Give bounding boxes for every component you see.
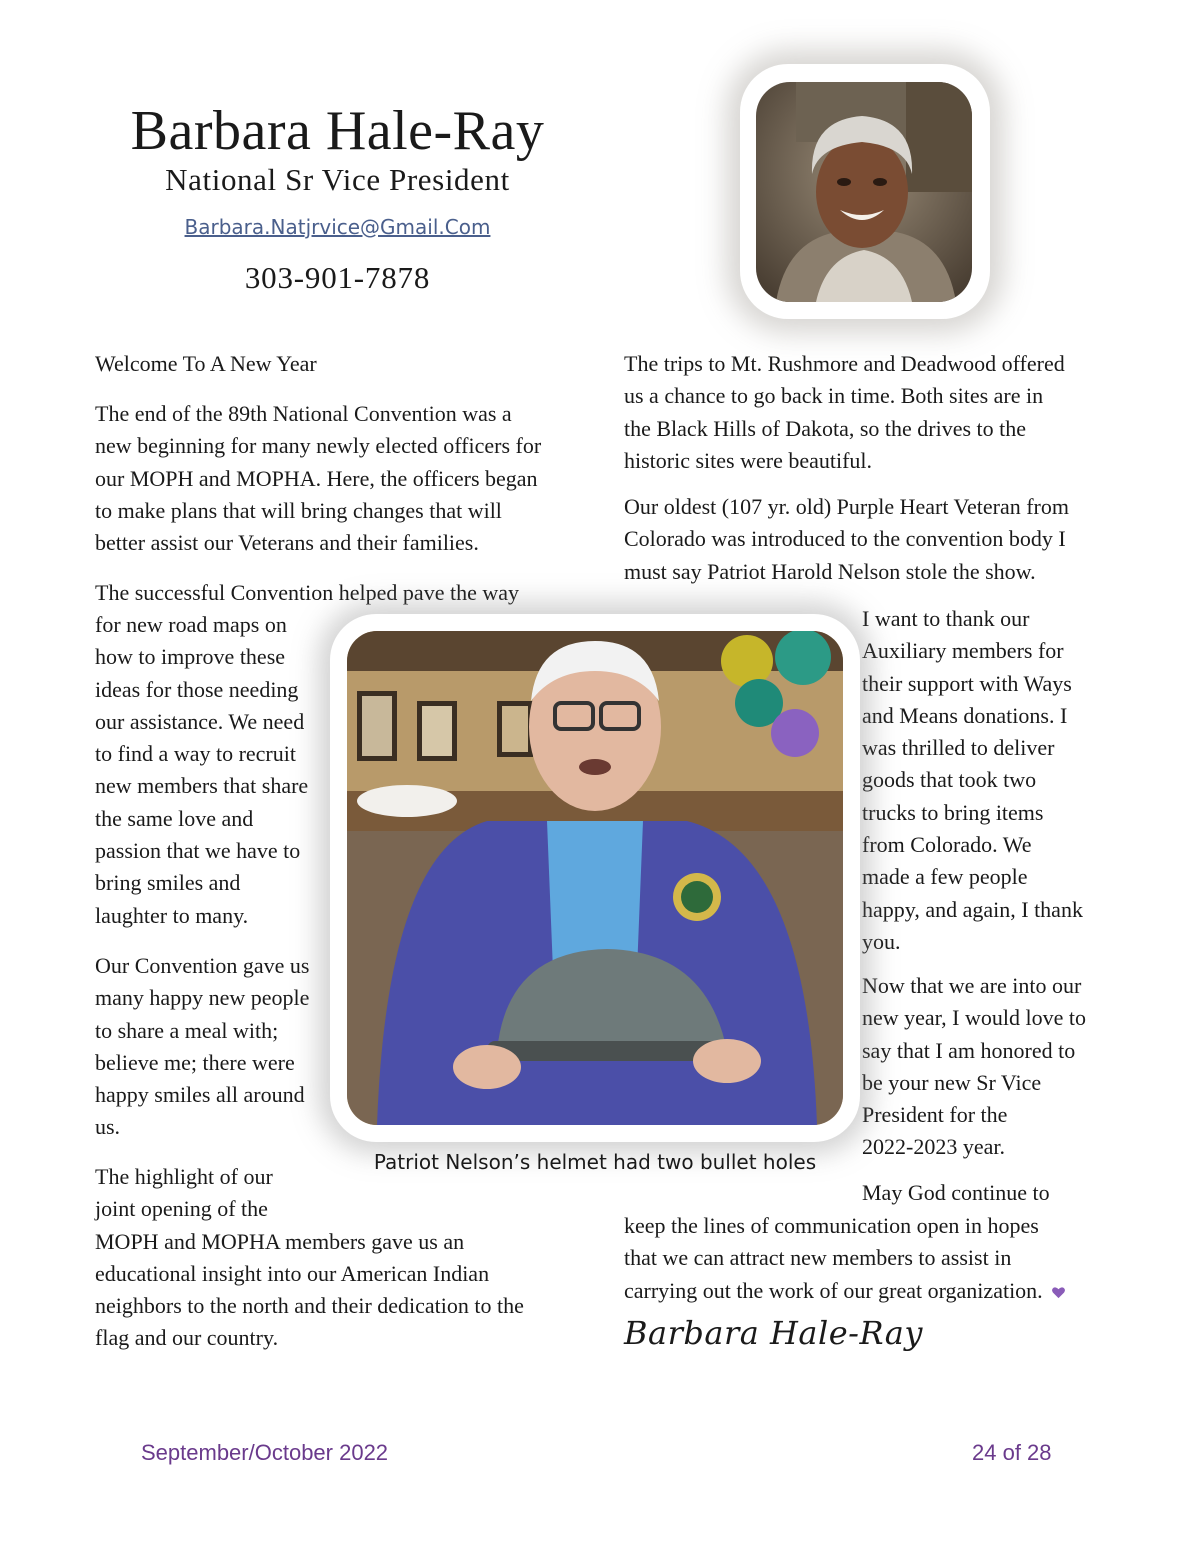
paragraph-convention-end	[95, 398, 541, 559]
text-line: 2022-2023 year.	[862, 1134, 1005, 1160]
text-line: Colorado was introduced to the convention body I	[624, 526, 1066, 552]
text-line: you.	[862, 928, 901, 954]
text-line: many happy new people	[95, 985, 310, 1011]
text-line: how to improve these	[95, 644, 286, 670]
paragraph-successful-convention-first: The successful Convention helped pave the way	[95, 580, 519, 605]
text-line: passion that we have to	[95, 838, 301, 864]
text-line: goods that took two	[862, 767, 1037, 793]
text-line: The trips to Mt. Rushmore and Deadwood offered	[624, 351, 1065, 376]
text-line: new year, I would love to	[862, 1005, 1086, 1031]
text-line: The highlight of our	[95, 1164, 273, 1189]
text-line: from Colorado. We	[862, 832, 1032, 858]
text-line: happy, and again, I thank	[862, 896, 1083, 922]
paragraph-successful-convention	[95, 609, 308, 932]
text-line: keep the lines of communication open in hopes	[624, 1213, 1039, 1238]
page-title: Barbara Hale-Ray	[130, 100, 545, 162]
text-line: was thrilled to deliver	[862, 735, 1055, 761]
text-line: say that I am honored to	[862, 1037, 1076, 1063]
text-line: historic sites were beautiful.	[624, 447, 873, 473]
text-line: I want to thank our	[862, 606, 1030, 631]
text-line: Our oldest (107 yr. old) Purple Heart Veteran from	[624, 494, 1069, 519]
officer-title: National Sr Vice President	[165, 162, 510, 197]
text-line: believe me; there were	[95, 1049, 295, 1075]
text-line: our MOPH and MOPHA. Here, the officers began	[95, 465, 538, 491]
text-line: the Black Hills of Dakota, so the drives to the	[624, 415, 1027, 441]
paragraph-trips	[624, 348, 1065, 477]
text-line: us a chance to go back in time. Both sites are in	[624, 383, 1044, 409]
page-number: 24 of 28	[972, 1440, 1052, 1465]
text-line: flag and our country.	[95, 1325, 279, 1351]
text-line: MOPH and MOPHA members gave us an	[95, 1228, 465, 1254]
text-line: to find a way to recruit	[95, 741, 296, 767]
text-line: educational insight into our American Indian	[95, 1260, 490, 1286]
text-line: made a few people	[862, 864, 1028, 890]
text-line: to make plans that will bring changes that will	[95, 497, 502, 523]
text-line: and Means donations. I	[862, 702, 1068, 728]
text-line: trucks to bring items	[862, 799, 1044, 825]
photo-caption: Patriot Nelson’s helmet had two bullet holes	[373, 1150, 817, 1174]
email-link[interactable]: Barbara.Natjrvice@Gmail.Com	[184, 215, 491, 239]
text-line: Our Convention gave us	[95, 953, 310, 978]
issue-date: September/October 2022	[141, 1440, 389, 1465]
paragraph-new-year	[862, 970, 1086, 1164]
text-line: joint opening of the	[95, 1196, 268, 1222]
phone-number: 303-901-7878	[244, 260, 431, 295]
text-line: Auxiliary members for	[862, 638, 1064, 664]
paragraph-welcome: Welcome To A New Year	[95, 351, 317, 376]
text-line: bring smiles and	[95, 870, 241, 896]
text-line: ideas for those needing	[95, 676, 299, 702]
text-line: to share a meal with;	[95, 1017, 279, 1043]
text-line	[624, 1275, 1066, 1307]
text-line-span: carrying out the work of our great organization.	[624, 1277, 1043, 1303]
text-line: President for the	[862, 1102, 1008, 1128]
text-line: must say Patriot Harold Nelson stole the show.	[624, 558, 1036, 584]
veteran-photo	[347, 631, 843, 1125]
text-line: the same love and	[95, 805, 254, 831]
paragraph-happy-people	[95, 950, 309, 1144]
text-line: neighbors to the north and their dedication to the	[95, 1293, 524, 1319]
text-line: us.	[95, 1114, 121, 1140]
paragraph-closing	[624, 1210, 1066, 1307]
text-line: happy smiles all around	[95, 1082, 305, 1108]
text-line: our assistance. We need	[95, 708, 305, 734]
text-line: for new road maps on	[95, 612, 287, 637]
text-line: their support with Ways	[862, 670, 1072, 696]
portrait-photo	[756, 82, 972, 302]
purple-heart-icon	[1051, 1285, 1066, 1300]
text-line: The end of the 89th National Convention was a	[95, 401, 512, 426]
text-line: be your new Sr Vice	[862, 1069, 1042, 1095]
text-line: better assist our Veterans and their families.	[95, 530, 479, 556]
text-line: laughter to many.	[95, 902, 249, 928]
text-line: new members that share	[95, 773, 309, 799]
signature: Barbara Hale-Ray	[624, 1314, 923, 1352]
text-line: Now that we are into our	[862, 973, 1082, 998]
text-line: that we can attract new members to assist in	[624, 1245, 1012, 1271]
paragraph-oldest-veteran	[624, 491, 1069, 588]
paragraph-highlight	[95, 1161, 524, 1355]
text-line: new beginning for many newly elected officers for	[95, 433, 542, 459]
paragraph-closing-first: May God continue to	[862, 1180, 1050, 1205]
paragraph-thanks	[862, 603, 1083, 958]
